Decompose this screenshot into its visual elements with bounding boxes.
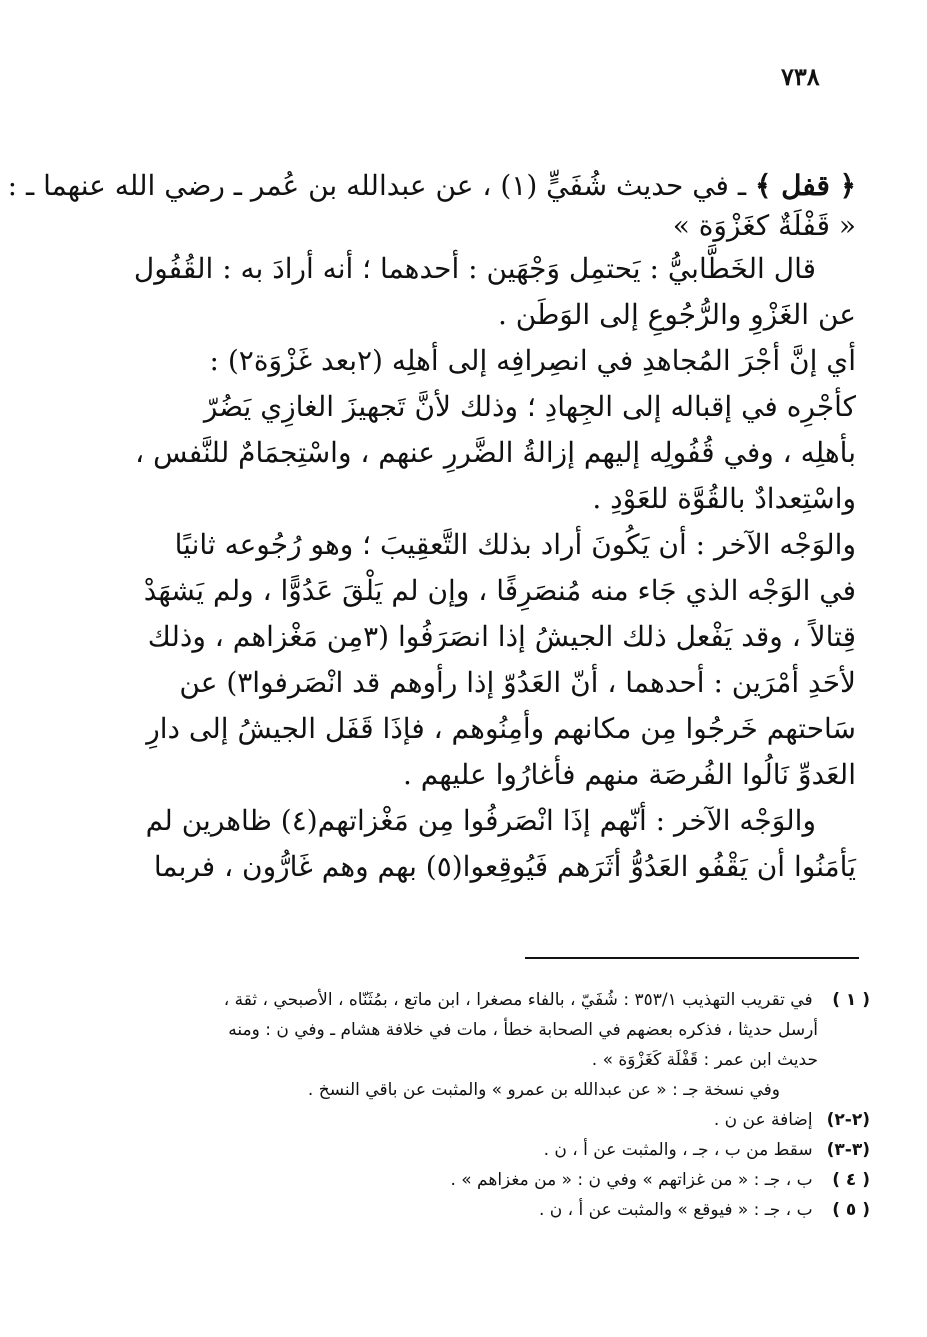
entry-line: والوَجْه الآخر : أنّهم إذَا انْصَرفُوا مِن مَغْزاتهم(٤) ظاهرين لم	[145, 804, 816, 837]
entry-line	[7, 166, 856, 206]
entry-line: لأحَدِ أمْرَين : أحدهما ، أنّ العَدُوّ إذا رأوهم قد انْصَرفوا٣) عن	[179, 666, 856, 699]
entry-line: والوَجْه الآخر : أن يَكُونَ أراد بذلك التَّعقِيبَ ؛ وهو رُجُوعه ثانيًا	[174, 528, 856, 561]
footnotes	[80, 985, 870, 1225]
entry-line: في الوَجْه الذي جَاء منه مُنصَرِفًا ، وإن لم يَلْقَ عَدُوًّا ، ولم يَشهَدْ	[143, 574, 856, 607]
entry-body	[7, 166, 856, 890]
footnote-number: (٢-٢)	[826, 1110, 870, 1130]
footnote-text: في تقريب التهذيب ٣٥٣/١ : شُفَيّ ، بالفاء مصغرا ، ابن ماتع ، بمُثَنّاه ، الأصبحي ، ثقة ،	[223, 990, 813, 1010]
footnote	[80, 985, 870, 1015]
entry-line: يَأمَنُوا أن يَقْفُو العَدُوُّ أثَرَهم فَيُوقِعوا(٥) بهم وهم غَارُّون ، فربما	[153, 850, 856, 883]
footnote-number: (٣-٣)	[826, 1140, 870, 1160]
footnote-text: ب ، جـ : « فيوقع » والمثبت عن أ ، ن .	[538, 1200, 813, 1220]
footnote-continuation: وفي نسخة جـ : « عن عبدالله بن عمرو » والمثبت عن باقي النسخ .	[307, 1080, 780, 1100]
entry-line: كأجْرِه في إقباله إلى الجِهادِ ؛ وذلك لأنَّ تَجهيزَ الغازِي يَضُرّ	[203, 390, 856, 423]
footnote-number: ( ٥ )	[832, 1200, 870, 1220]
footnote-text: ب ، جـ : « من غزاتهم » وفي ن : « من مغزاهم » .	[450, 1170, 813, 1190]
page-number: ٧٣٨	[781, 62, 820, 91]
entry-line-text: ـ في حديث شُفَيٍّ (١) ، عن عبدالله بن عُمر ـ رضي الله عنهما ـ :	[7, 169, 747, 202]
footnote-text: إضافة عن ن .	[713, 1110, 813, 1130]
entry-line: سَاحتهم خَرجُوا مِن مكانهم وأمِنُوهم ، فإذَا قَفَل الجيشُ إلى دارِ	[146, 712, 856, 745]
entry-line: أي إنَّ أجْرَ المُجاهدِ في انصِرافِه إلى أهلِه (٢بعد غَزْوَة٢) :	[209, 344, 856, 377]
entry-line: قِتالاً ، وقد يَفْعل ذلك الجيشُ إذا انصَرَفُوا (٣مِن مَغْزاهم ، وذلك	[147, 620, 856, 653]
footnote-continuation: أرسل حديثا ، فذكره بعضهم في الصحابة خطأ ، مات في خلافة هشام ـ وفي ن : ومنه	[228, 1020, 818, 1040]
footnote	[80, 1135, 870, 1165]
footnote-number: ( ٤ )	[832, 1170, 870, 1190]
footnote-separator	[525, 957, 859, 959]
entry-line: « قَفْلَةٌ كغَزْوَة »	[672, 209, 856, 242]
footnote-text: سقط من ب ، جـ ، والمثبت عن أ ، ن .	[543, 1140, 813, 1160]
footnote-number: ( ١ )	[832, 990, 870, 1010]
entry-line: عن الغَزْوِ والرُّجُوعِ إلى الوَطَن .	[498, 298, 856, 331]
entry-headword: ﴿ قفل ﴾	[754, 169, 856, 202]
entry-line: قال الخَطَّابيُّ : يَحتمِل وَجْهَين : أحدهما ؛ أنه أرادَ به : القُفُول	[133, 252, 816, 285]
entry-line: بأهلِه ، وفي قُفُولِه إليهم إزالةُ الضَّررِ عنهم ، واسْتِجمَامٌ للنَّفس ،	[135, 436, 856, 469]
footnote	[80, 1105, 870, 1135]
footnote	[80, 1165, 870, 1195]
entry-line: العَدوِّ نَالُوا الفُرصَة منهم فأغارُوا عليهم .	[402, 758, 856, 791]
footnote	[80, 1195, 870, 1225]
footnote-continuation: حديث ابن عمر : قَفْلَة كَغَزْوَة » .	[591, 1050, 818, 1070]
entry-line: واسْتِعدادٌ بالقُوَّة للعَوْدِ .	[592, 482, 856, 515]
